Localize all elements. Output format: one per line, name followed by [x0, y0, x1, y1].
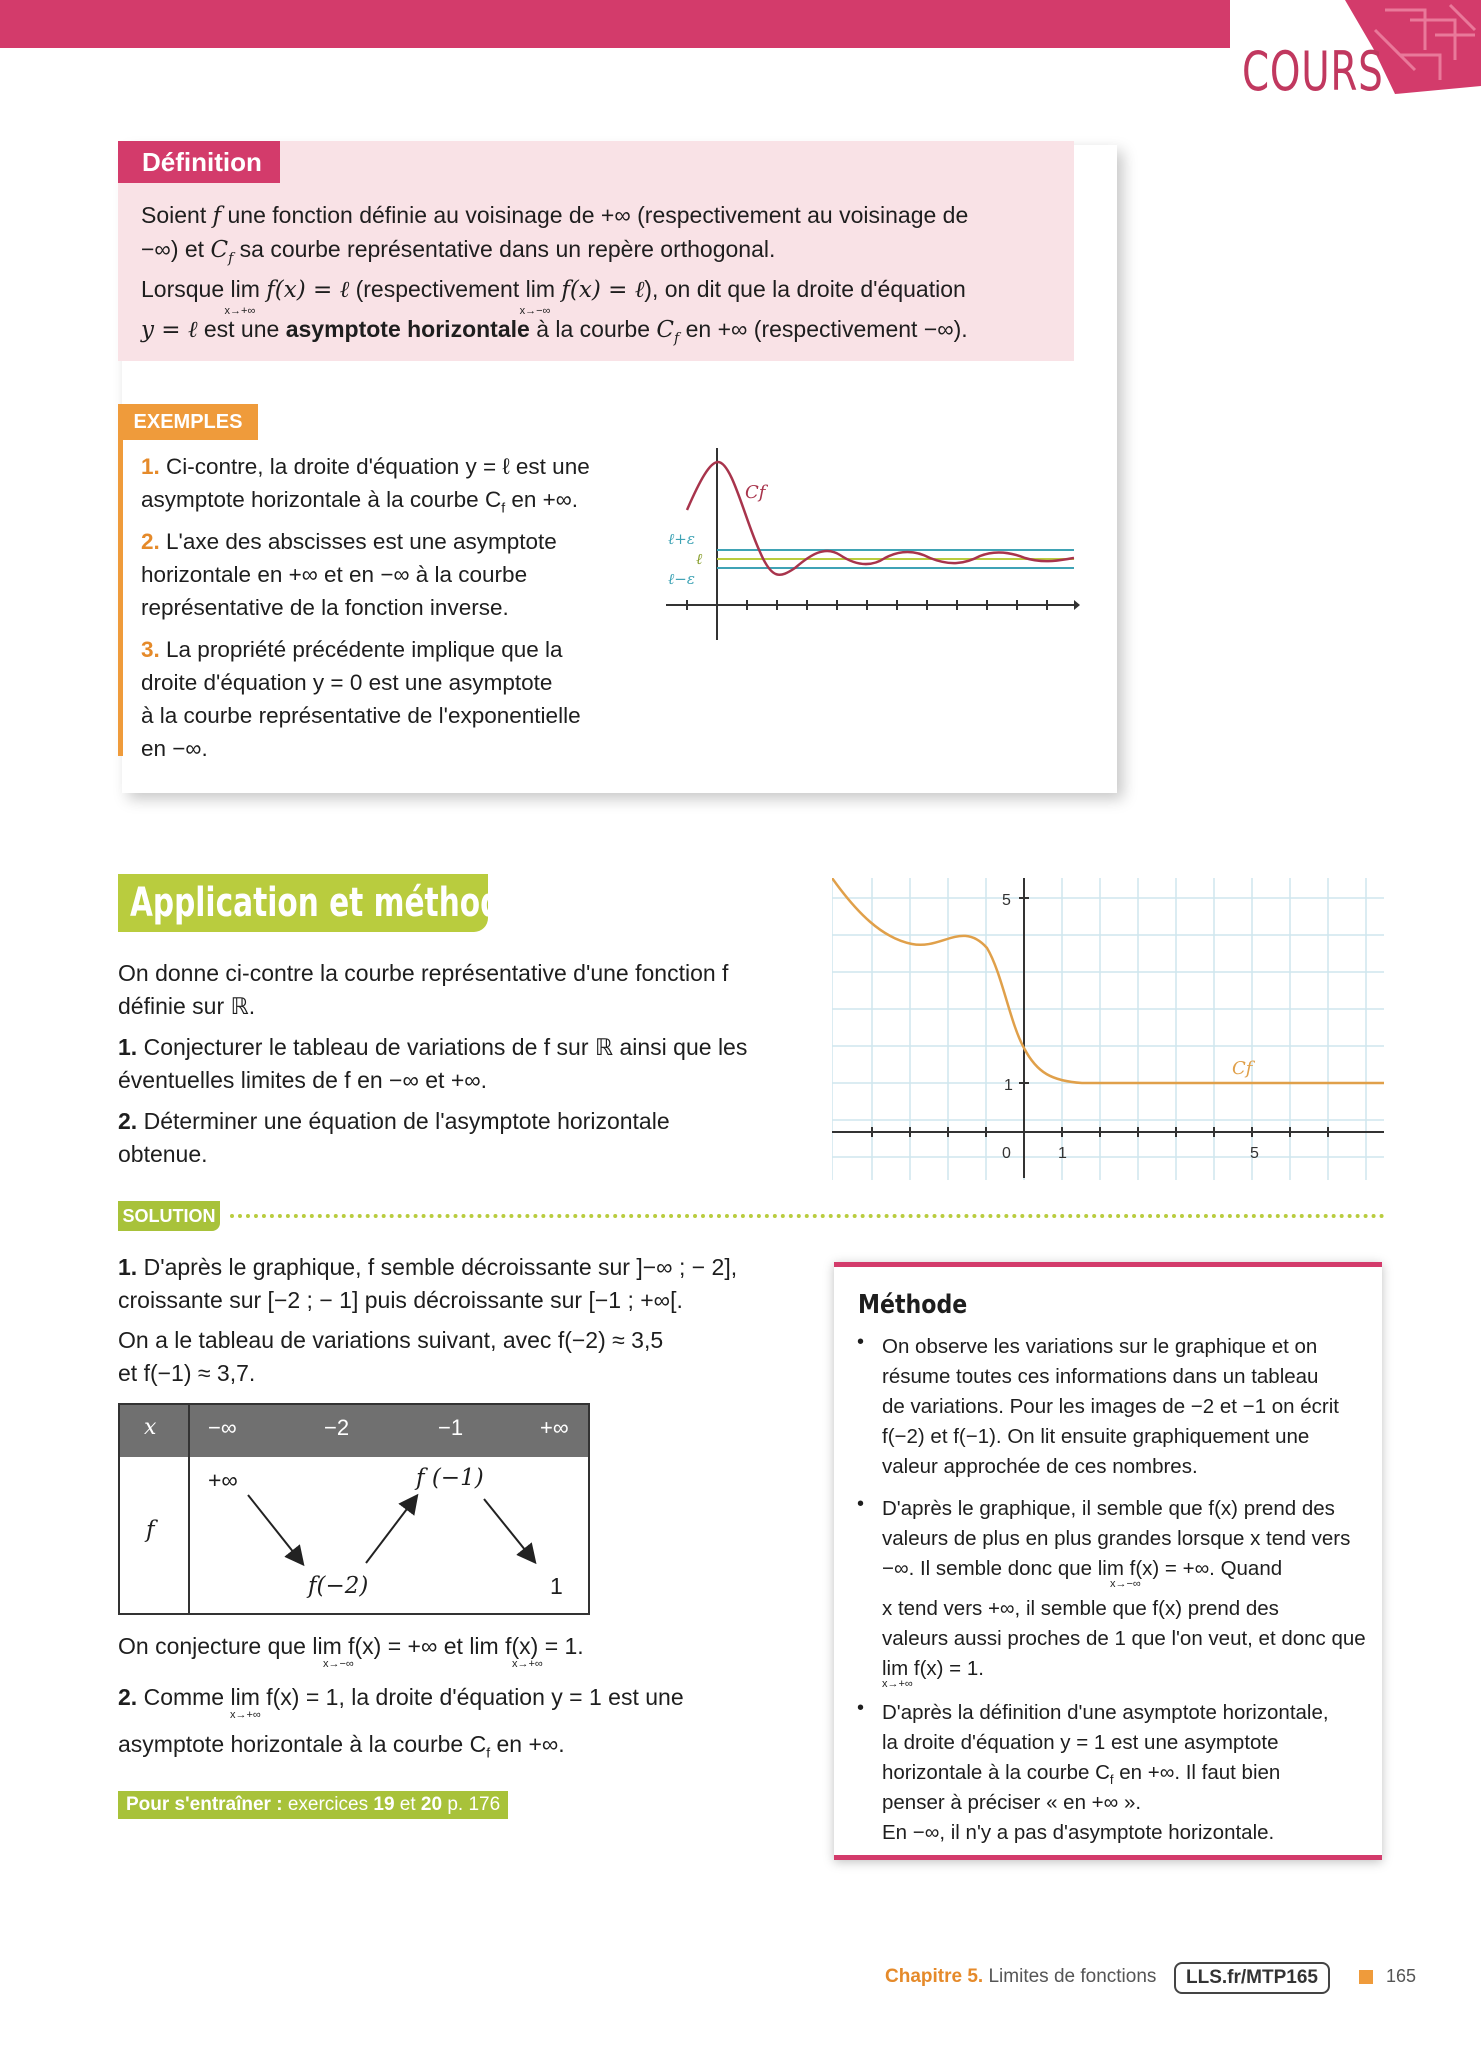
footer-chapter: Chapitre 5. Limites de fonctions [885, 1966, 1157, 1987]
statement-line-1: On donne ci-contre la courbe représentative d'une fonction f [118, 960, 729, 986]
solution-line-1: 1. D'après le graphique, f semble décroissante sur ]−∞ ; − 2], [118, 1254, 738, 1280]
method-line-2: résume toutes ces informations dans un tableau [882, 1365, 1319, 1388]
table-row-label: f [146, 1517, 155, 1543]
solution-line-5: On conjecture que lim f(x) = +∞ et lim f(x) = 1. [118, 1633, 584, 1659]
method-line-11: lim f(x) = 1. [882, 1657, 984, 1680]
solution-tag: SOLUTION [118, 1201, 220, 1231]
function-curve [687, 462, 1074, 575]
question-2-line-2: obtenue. [118, 1141, 208, 1167]
question-2-line-1: 2. Déterminer une équation de l'asymptote horizontale [118, 1108, 670, 1134]
example-3-line-1: 3. La propriété précédente implique que la [141, 637, 563, 662]
method-line-9: x tend vers +∞, il semble que f(x) prend des [882, 1597, 1279, 1620]
method-line-3: de variations. Pour les images de −2 et −1 on écrit [882, 1395, 1339, 1418]
arrow-decreasing-2 [484, 1499, 534, 1561]
table-value-f-minus-2: f(−2) [308, 1573, 369, 1599]
function-curve [832, 878, 1384, 1083]
definition-tag: Définition [118, 141, 280, 183]
solution-line-6: 2. Comme lim f(x) = 1, la droite d'équation y = 1 est une [118, 1684, 684, 1710]
question-1-line-1: 1. Conjecturer le tableau de variations de f sur ℝ ainsi que les [118, 1034, 748, 1060]
method-line-12: D'après la définition d'une asymptote horizontale, [882, 1701, 1329, 1724]
solution-line-2: croissante sur [−2 ; − 1] puis décroissante sur [−1 ; +∞[. [118, 1287, 683, 1313]
arrow-decreasing-1 [248, 1495, 302, 1563]
method-line-1: On observe les variations sur le graphique et on [882, 1335, 1318, 1358]
solution-line-7: asymptote horizontale à la courbe $C_f$ en +∞. [118, 1731, 565, 1761]
bullet-1-icon: • [857, 1331, 865, 1353]
table-head-minus-2: −2 [324, 1415, 350, 1440]
application-graph [832, 878, 1384, 1180]
method-sub-minus-inf: x→−∞ [1110, 1578, 1141, 1590]
label-l-plus-eps: ℓ+ε [668, 530, 695, 548]
x-tick-1: 1 [1058, 1145, 1067, 1162]
example-2-line-3: représentative de la fonction inverse. [141, 595, 509, 620]
definition-line-4: y = ℓ est une asymptote horizontale à la courbe $C_f$ en +∞ (respectivement −∞). [141, 316, 968, 347]
method-line-15: penser à préciser « en +∞ ». [882, 1791, 1142, 1814]
solution-line-5-sub-1: x→−∞ [323, 1658, 354, 1670]
asymptote-example-graph [660, 440, 1080, 650]
x-tick-0: 0 [1002, 1145, 1011, 1162]
bullet-3-icon: • [857, 1697, 865, 1719]
curve-label: Cf [1232, 1058, 1253, 1079]
definition-line-2: −∞) et $C_f$ sa courbe représentative dans un repère orthogonal. [141, 236, 776, 267]
table-value-plus-inf: +∞ [208, 1467, 238, 1493]
table-arrows [120, 1405, 588, 1613]
training-banner[interactable]: Pour s'entraîner : exercices 19 et 20 p. 176 [118, 1791, 508, 1819]
method-line-13: la droite d'équation y = 1 est une asymptote [882, 1731, 1279, 1754]
footer-square-icon [1359, 1970, 1373, 1984]
method-line-10: valeurs aussi proches de 1 que l'on veut, et donc que [882, 1627, 1366, 1650]
arrow-increasing [366, 1497, 416, 1563]
table-head-minus-inf: −∞ [208, 1415, 237, 1440]
solution-line-5-sub-2: x→+∞ [512, 1658, 543, 1670]
application-title: Application et méthode - 1 [130, 880, 575, 926]
method-line-6: D'après le graphique, il semble que f(x) prend des [882, 1497, 1335, 1520]
examples-tag: EXEMPLES [118, 404, 258, 440]
bullet-2-icon: • [857, 1493, 865, 1515]
table-value-one: 1 [550, 1573, 563, 1599]
method-sub-plus-inf: x→+∞ [882, 1678, 913, 1690]
example-1-line-1: 1. Ci-contre, la droite d'équation y = ℓ est une [141, 454, 590, 479]
solution-line-6-sub: x→+∞ [230, 1709, 261, 1721]
solution-line-3: On a le tableau de variations suivant, avec f(−2) ≈ 3,5 [118, 1327, 664, 1353]
method-line-4: f(−2) et f(−1). On lit ensuite graphiquement une [882, 1425, 1310, 1448]
solution-divider [230, 1214, 1385, 1218]
label-l-minus-eps: ℓ−ε [668, 570, 695, 588]
example-2-line-2: horizontale en +∞ et en −∞ à la courbe [141, 562, 528, 587]
y-tick-1: 1 [1004, 1077, 1013, 1094]
example-3-line-3: à la courbe représentative de l'exponentielle [141, 703, 581, 728]
method-line-8: −∞. Il semble donc que lim f(x) = +∞. Quand [882, 1557, 1283, 1580]
curve-label: Cf [745, 482, 766, 503]
y-tick-5: 5 [1002, 892, 1011, 909]
example-2-line-1: 2. L'axe des abscisses est une asymptote [141, 529, 557, 554]
statement-line-2: définie sur ℝ. [118, 993, 256, 1019]
method-line-7: valeurs de plus en plus grandes lorsque x tend vers [882, 1527, 1351, 1550]
table-head-x: x [144, 1415, 157, 1440]
example-3-line-2: droite d'équation y = 0 est une asymptote [141, 670, 553, 695]
table-head-minus-1: −1 [438, 1415, 464, 1440]
label-l: ℓ [696, 550, 703, 568]
page-number: 165 [1386, 1966, 1417, 1986]
example-3-line-4: en −∞. [141, 736, 208, 761]
table-value-f-minus-1: f (−1) [416, 1465, 484, 1491]
section-label: COURS [1242, 40, 1384, 103]
examples-bar [118, 404, 123, 756]
method-line-5: valeur approchée de ces nombres. [882, 1455, 1198, 1478]
x-tick-5: 5 [1250, 1145, 1259, 1162]
table-head-plus-inf: +∞ [540, 1415, 569, 1440]
question-1-line-2: éventuelles limites de f en −∞ et +∞. [118, 1067, 488, 1093]
variation-table [118, 1403, 590, 1615]
example-1-line-2: asymptote horizontale à la courbe $C_f$ en +∞. [141, 487, 579, 516]
solution-line-4: et f(−1) ≈ 3,7. [118, 1360, 256, 1386]
method-line-16: En −∞, il n'y a pas d'asymptote horizontale. [882, 1821, 1275, 1844]
definition-line-3: Lorsque lim x→+∞ f(x) = ℓ (respectivement lim x→−∞ f(x) = ℓ), on dit que la droite d'équation [141, 276, 966, 317]
header-band [0, 0, 1230, 48]
method-title: Méthode [858, 1290, 968, 1320]
footer-link[interactable]: LLS.fr/MTP165 [1174, 1962, 1330, 1994]
definition-line-1: Soient f une fonction définie au voisinage de +∞ (respectivement au voisinage de [141, 202, 969, 229]
method-line-14: horizontale à la courbe $C_f$ en +∞. Il faut bien [882, 1761, 1281, 1788]
